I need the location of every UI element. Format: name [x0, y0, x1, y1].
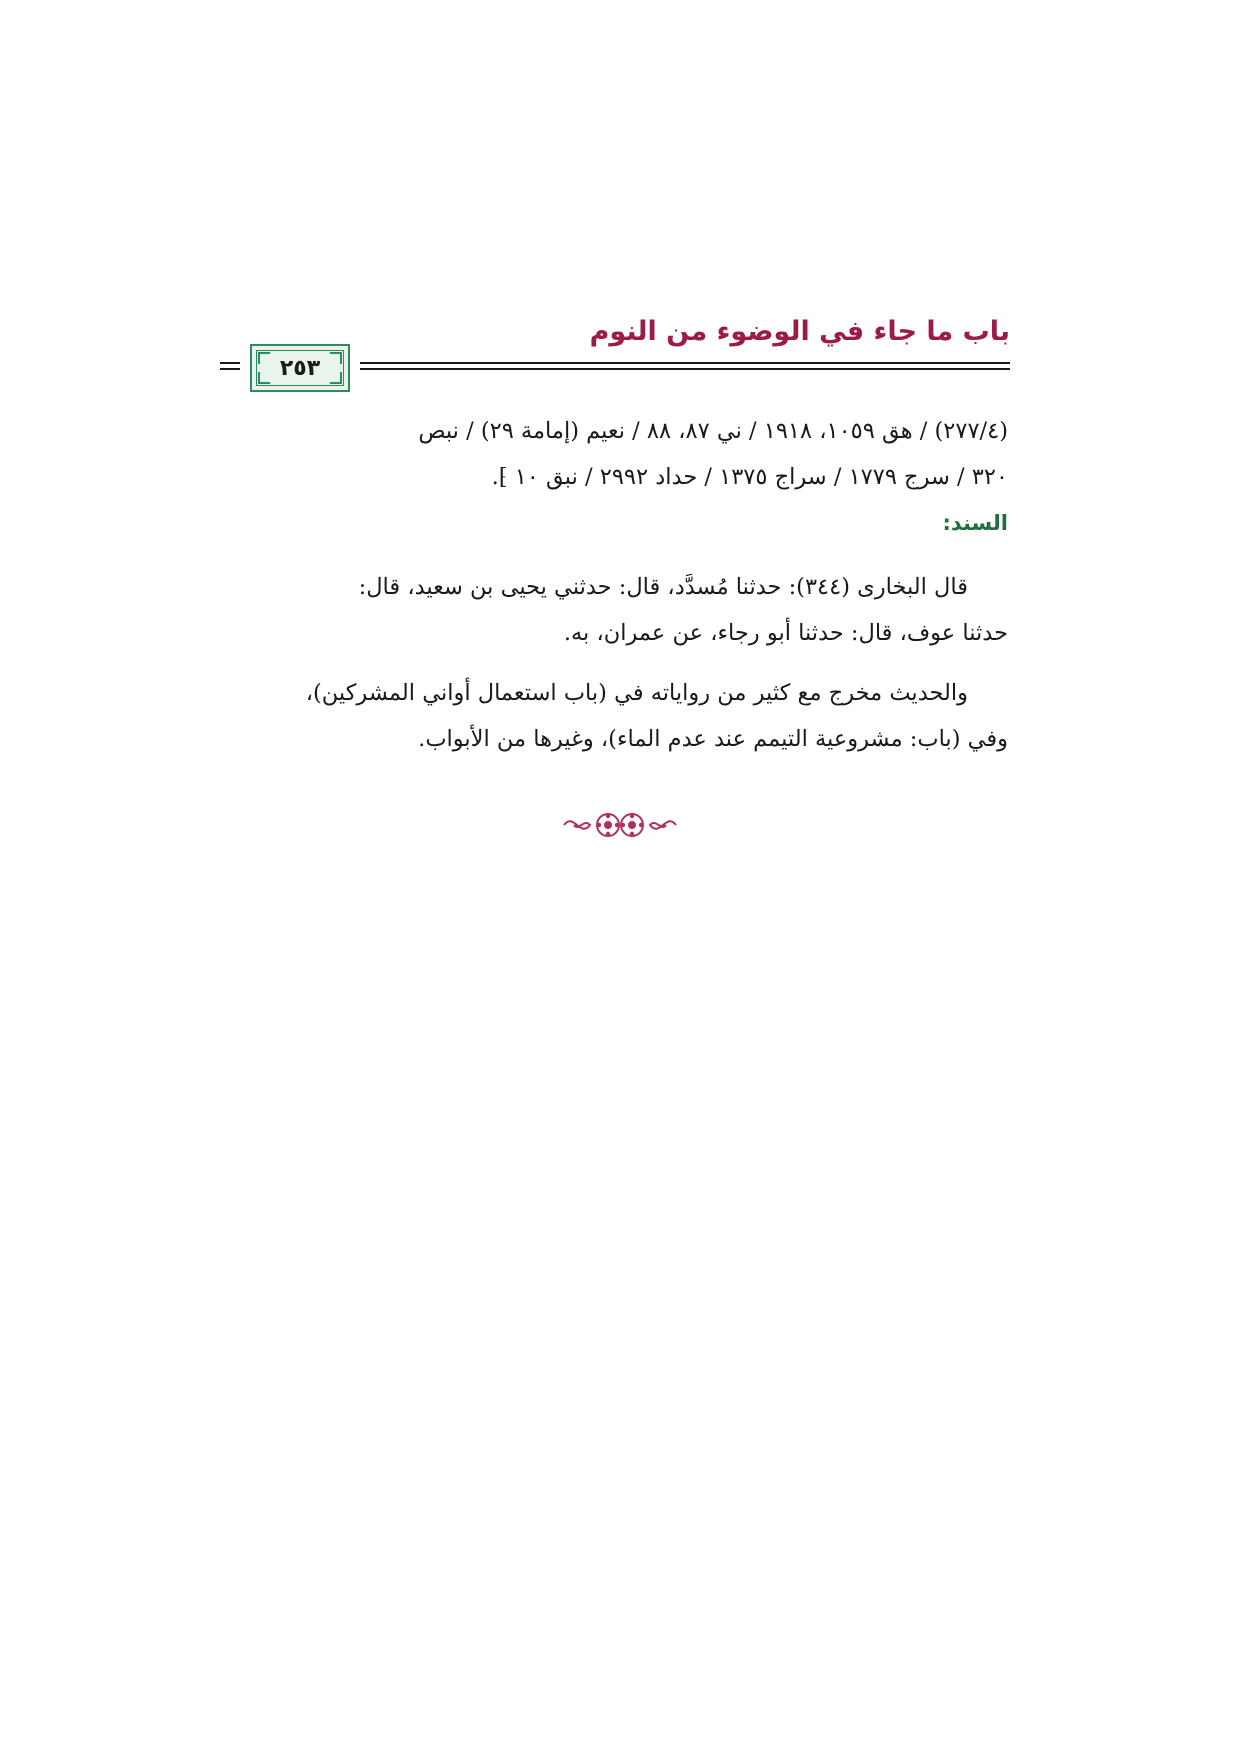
paragraph: [232, 564, 1008, 656]
paragraph-line: وفي (باب: مشروعية التيمم عند عدم الماء)، وغيرها من الأبواب.: [418, 726, 1008, 752]
section-end-ornament-icon: [560, 808, 680, 842]
badge-corner-ornament: [330, 352, 342, 364]
section-heading: السند:: [942, 511, 1008, 535]
page-number-badge: [250, 344, 350, 392]
page-header: [220, 312, 1010, 392]
badge-corner-ornament: [330, 372, 342, 384]
page-number: ٢٥٣: [279, 355, 321, 381]
page-body: [232, 408, 1008, 776]
references-line: (٢٧٧/٤) / هق ١٠٥٩، ١٩١٨ / ني ٨٧، ٨٨ / نعيم (إمامة ٢٩) / نبص: [418, 418, 1008, 444]
paragraph: [232, 670, 1008, 762]
paragraph-line: حدثنا عوف، قال: حدثنا أبو رجاء، عن عمران، به.: [563, 620, 1008, 646]
paragraph-line: قال البخارى (٣٤٤): حدثنا مُسدَّد، قال: حدثني يحيى بن سعيد، قال:: [358, 574, 968, 600]
references-line: ٣٢٠ / سرج ١٧٧٩ / سراج ١٣٧٥ / حداد ٢٩٩٢ / نبق ١٠ ⁆.: [491, 464, 1008, 490]
badge-corner-ornament: [258, 372, 270, 384]
chapter-title: باب ما جاء في الوضوء من النوم: [589, 316, 1010, 347]
header-rule-right: [360, 362, 1010, 370]
header-rule-left: [220, 362, 240, 370]
badge-corner-ornament: [258, 352, 270, 364]
paragraph-line: والحديث مخرج مع كثير من رواياته في (باب استعمال أواني المشركين)،: [305, 680, 968, 706]
